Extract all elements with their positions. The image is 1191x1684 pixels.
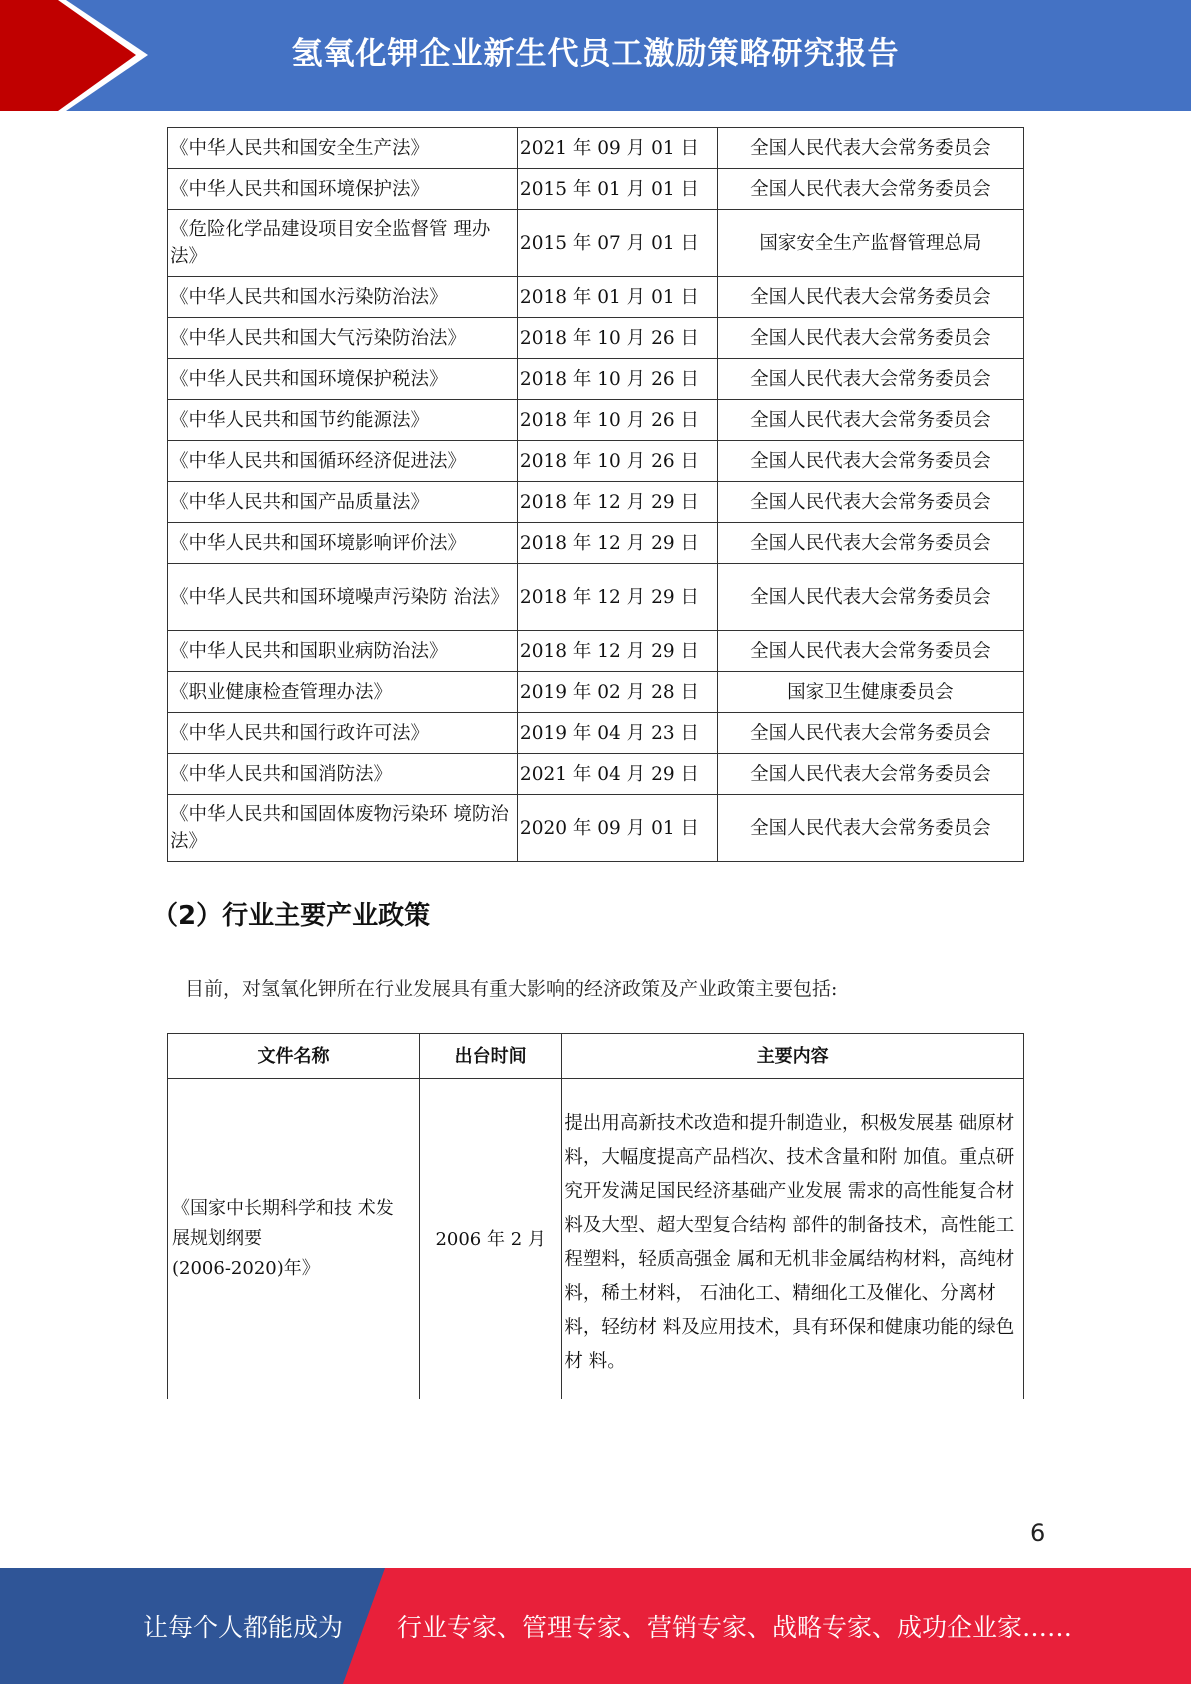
section-title: （2）行业主要产业政策 — [152, 901, 431, 931]
policy-content-cell: 提出用高新技术改造和提升制造业，积极发展基 础原材料，大幅度提高产品档次、技术含量和附 加值。重点研究开发满足国民经济基础产业发展 需求的高性能复合材料及大型、超大型复合结构 部件的制备技术，高性能工程塑料，轻质高强金 属和无机非金属结构材料，高纯材料，稀土材料， 石油化工、精细化工及催化、分离材料，轻纺材 料及应用技术，具有环保和健康功能的绿色材 料。 — [562, 1079, 1024, 1400]
law-issuer-cell: 全国人民代表大会常务委员会 — [717, 169, 1023, 210]
law-issuer-cell: 全国人民代表大会常务委员会 — [717, 359, 1023, 400]
law-date-cell: 2021 年 09 月 01 日 — [517, 128, 717, 169]
law-name-cell: 《职业健康检查管理办法》 — [168, 672, 518, 713]
law-name-cell: 《危险化学品建设项目安全监督管 理办法》 — [168, 210, 518, 277]
law-issuer-cell: 全国人民代表大会常务委员会 — [717, 713, 1023, 754]
table-row — [168, 128, 1024, 169]
policy-name-cell — [168, 1079, 420, 1400]
law-name-cell: 《中华人民共和国大气污染防治法》 — [168, 318, 518, 359]
law-issuer-cell: 全国人民代表大会常务委员会 — [717, 631, 1023, 672]
law-issuer-cell: 国家卫生健康委员会 — [717, 672, 1023, 713]
law-name-cell: 《中华人民共和国环境保护法》 — [168, 169, 518, 210]
law-date-cell: 2021 年 04 月 29 日 — [517, 754, 717, 795]
header-title: 氢氧化钾企业新生代员工激励策略研究报告 — [291, 35, 900, 72]
table-row — [168, 754, 1024, 795]
table-row — [168, 441, 1024, 482]
footer-slogan-right: 行业专家、管理专家、营销专家、战略专家、成功企业家…… — [397, 1613, 1073, 1642]
law-issuer-cell: 全国人民代表大会常务委员会 — [717, 523, 1023, 564]
policy-name-line: 展规划纲要 — [172, 1228, 262, 1249]
table-row — [168, 359, 1024, 400]
table-row — [168, 564, 1024, 631]
law-name-cell: 《中华人民共和国消防法》 — [168, 754, 518, 795]
header-title-wrap — [160, 0, 1191, 100]
law-date-cell: 2018 年 12 月 29 日 — [517, 482, 717, 523]
law-issuer-cell: 全国人民代表大会常务委员会 — [717, 277, 1023, 318]
law-name-cell: 《中华人民共和国安全生产法》 — [168, 128, 518, 169]
law-date-cell: 2015 年 01 月 01 日 — [517, 169, 717, 210]
policy-date-cell: 2006 年 2 月 — [419, 1079, 561, 1400]
table-row — [168, 523, 1024, 564]
law-issuer-cell: 全国人民代表大会常务委员会 — [717, 754, 1023, 795]
law-name-cell: 《中华人民共和国产品质量法》 — [168, 482, 518, 523]
laws-table — [167, 127, 1024, 862]
column-header-date: 出台时间 — [419, 1034, 561, 1079]
table-row — [168, 1079, 1024, 1400]
policy-name-line: 《国家中长期科学和技 术发 — [172, 1198, 394, 1219]
table-row — [168, 672, 1024, 713]
page-header — [0, 0, 1191, 111]
table-row — [168, 169, 1024, 210]
law-issuer-cell: 全国人民代表大会常务委员会 — [717, 318, 1023, 359]
law-date-cell: 2018 年 12 月 29 日 — [517, 523, 717, 564]
law-issuer-cell: 全国人民代表大会常务委员会 — [717, 400, 1023, 441]
table-row — [168, 713, 1024, 754]
law-date-cell: 2015 年 07 月 01 日 — [517, 210, 717, 277]
policy-table — [167, 1033, 1024, 1399]
law-name-cell: 《中华人民共和国环境影响评价法》 — [168, 523, 518, 564]
law-date-cell: 2018 年 10 月 26 日 — [517, 359, 717, 400]
footer-slogan-left: 让每个人都能成为 — [143, 1613, 344, 1642]
page-number: 6 — [1030, 1519, 1046, 1547]
law-name-cell: 《中华人民共和国行政许可法》 — [168, 713, 518, 754]
page-footer — [0, 1568, 1191, 1684]
law-name-cell: 《中华人民共和国职业病防治法》 — [168, 631, 518, 672]
policy-name-line: (2006-2020)年》 — [172, 1258, 320, 1279]
law-name-cell: 《中华人民共和国环境噪声污染防 治法》 — [168, 564, 518, 631]
table-row — [168, 318, 1024, 359]
column-header-name: 文件名称 — [168, 1034, 420, 1079]
law-name-cell: 《中华人民共和国水污染防治法》 — [168, 277, 518, 318]
law-date-cell: 2019 年 02 月 28 日 — [517, 672, 717, 713]
law-name-cell: 《中华人民共和国环境保护税法》 — [168, 359, 518, 400]
law-issuer-cell: 全国人民代表大会常务委员会 — [717, 482, 1023, 523]
law-date-cell: 2018 年 10 月 26 日 — [517, 400, 717, 441]
policy-table-header-row — [168, 1034, 1024, 1079]
law-date-cell: 2018 年 10 月 26 日 — [517, 318, 717, 359]
law-issuer-cell: 国家安全生产监督管理总局 — [717, 210, 1023, 277]
law-name-cell: 《中华人民共和国固体废物污染环 境防治法》 — [168, 795, 518, 862]
law-issuer-cell: 全国人民代表大会常务委员会 — [717, 564, 1023, 631]
header-arrow-icon — [0, 0, 160, 111]
law-date-cell: 2018 年 10 月 26 日 — [517, 441, 717, 482]
column-header-content: 主要内容 — [562, 1034, 1024, 1079]
law-date-cell: 2018 年 01 月 01 日 — [517, 277, 717, 318]
law-date-cell: 2018 年 12 月 29 日 — [517, 564, 717, 631]
section-intro: 目前，对氢氧化钾所在行业发展具有重大影响的经济政策及产业政策主要包括: — [185, 978, 838, 1000]
law-date-cell: 2019 年 04 月 23 日 — [517, 713, 717, 754]
table-row — [168, 795, 1024, 862]
table-row — [168, 277, 1024, 318]
table-row — [168, 482, 1024, 523]
table-row — [168, 400, 1024, 441]
law-date-cell: 2020 年 09 月 01 日 — [517, 795, 717, 862]
law-issuer-cell: 全国人民代表大会常务委员会 — [717, 795, 1023, 862]
law-name-cell: 《中华人民共和国节约能源法》 — [168, 400, 518, 441]
law-name-cell: 《中华人民共和国循环经济促进法》 — [168, 441, 518, 482]
law-date-cell: 2018 年 12 月 29 日 — [517, 631, 717, 672]
table-row — [168, 210, 1024, 277]
law-issuer-cell: 全国人民代表大会常务委员会 — [717, 441, 1023, 482]
law-issuer-cell: 全国人民代表大会常务委员会 — [717, 128, 1023, 169]
table-row — [168, 631, 1024, 672]
